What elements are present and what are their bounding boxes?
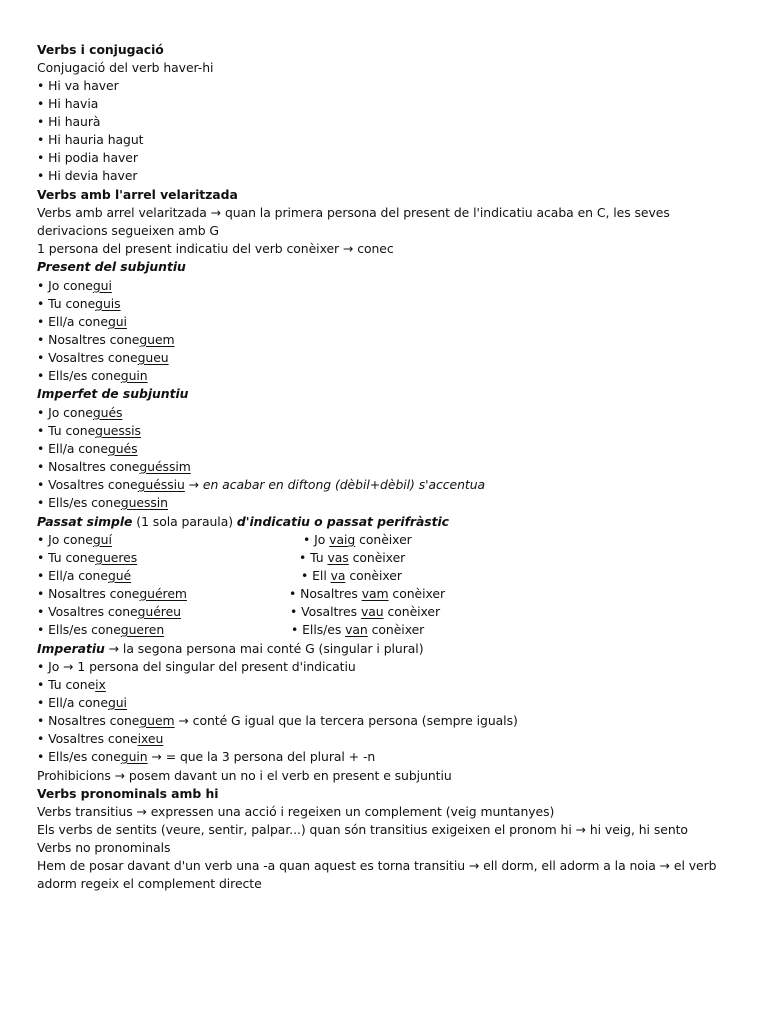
paragraph: Verbs transitius → expressen una acció i regeixen un complement (veig muntanyes): [37, 804, 555, 819]
list-item: • Ells/es coneguessin: [37, 495, 168, 510]
passat-simple-item: • Jo coneguí: [37, 532, 112, 547]
list-item: • Nosaltres coneguem → conté G igual que la tercera persona (sempre iguals): [37, 713, 518, 728]
paragraph: derivacions segueixen amb G: [37, 223, 219, 238]
list-item: • Hi podia haver: [37, 150, 138, 165]
paragraph: Els verbs de sentits (veure, sentir, palpar...) quan són transitius exigeixen el pronom hi → hi veig, hi sento: [37, 822, 688, 837]
paragraph: adorm regeix el complement directe: [37, 876, 262, 891]
list-item: • Ells/es coneguin: [37, 368, 148, 383]
list-item: • Hi va haver: [37, 78, 119, 93]
passat-perifrastic-item: • Jo vaig conèixer: [303, 532, 412, 547]
list-item: • Jo → 1 persona del singular del present d'indicatiu: [37, 659, 356, 674]
paragraph: 1 persona del present indicatiu del verb conèixer → conec: [37, 241, 394, 256]
passat-perifrastic-item: • Tu vas conèixer: [299, 550, 406, 565]
paragraph: Verbs amb arrel velaritzada → quan la primera persona del present de l'indicatiu acaba en C, les seves: [37, 205, 670, 220]
section-heading-imperatiu: Imperatiu → la segona persona mai conté G (singular i plural): [37, 641, 424, 656]
list-item: • Jo conegui: [37, 278, 112, 293]
list-item: • Tu coneguis: [37, 296, 121, 311]
passat-perifrastic-item: • Vosaltres vau conèixer: [290, 604, 441, 619]
section-heading-velar: Verbs amb l'arrel velaritzada: [37, 187, 238, 202]
list-item: • Tu coneguessis: [37, 423, 141, 438]
paragraph: Verbs no pronominals: [37, 840, 171, 855]
list-item: • Hi haurà: [37, 114, 101, 129]
section-heading-imperfet-subjuntiu: Imperfet de subjuntiu: [37, 386, 189, 401]
section-heading-passat: Passat simple (1 sola paraula) d'indicatiu o passat perifràstic: [37, 514, 449, 529]
list-item: • Ell/a conegués: [37, 441, 138, 456]
passat-perifrastic-item: • Nosaltres vam conèixer: [289, 586, 446, 601]
list-item: • Jo conegués: [37, 405, 123, 420]
passat-simple-item: • Ell/a conegué: [37, 568, 132, 583]
list-item: • Nosaltres coneguem: [37, 332, 175, 347]
passat-simple-item: • Nosaltres coneguérem: [37, 586, 187, 601]
list-item: • Vosaltres coneguéssiu → en acabar en diftong (dèbil+dèbil) s'accentua: [37, 477, 486, 492]
list-item: • Ell/a conegui: [37, 314, 127, 329]
list-item: • Hi devia haver: [37, 168, 138, 183]
list-item: • Vosaltres conegueu: [37, 350, 169, 365]
list-item: • Hi hauria hagut: [37, 132, 144, 147]
list-item: • Ells/es coneguin → = que la 3 persona del plural + -n: [37, 749, 376, 764]
paragraph: Hem de posar davant d'un verb una -a quan aquest es torna transitiu → ell dorm, ell adorm a la noia → el verb: [37, 858, 717, 873]
passat-perifrastic-item: • Ells/es van conèixer: [291, 622, 425, 637]
passat-simple-item: • Tu conegueres: [37, 550, 138, 565]
list-item: • Hi havia: [37, 96, 99, 111]
section-heading-present-subjuntiu: Present del subjuntiu: [37, 259, 186, 274]
list-item: • Nosaltres coneguéssim: [37, 459, 191, 474]
list-item: • Ell/a conegui: [37, 695, 127, 710]
haver-subtitle: Conjugació del verb haver-hi: [37, 60, 214, 75]
section-heading-pronominals: Verbs pronominals amb hi: [37, 786, 219, 801]
passat-simple-item: • Ells/es conegueren: [37, 622, 165, 637]
passat-perifrastic-item: • Ell va conèixer: [301, 568, 402, 583]
list-item: • Vosaltres coneixeu: [37, 731, 164, 746]
list-item: • Tu coneix: [37, 677, 106, 692]
document-title: Verbs i conjugació: [37, 42, 164, 57]
passat-simple-item: • Vosaltres coneguéreu: [37, 604, 181, 619]
paragraph: Prohibicions → posem davant un no i el verb en present e subjuntiu: [37, 768, 452, 783]
